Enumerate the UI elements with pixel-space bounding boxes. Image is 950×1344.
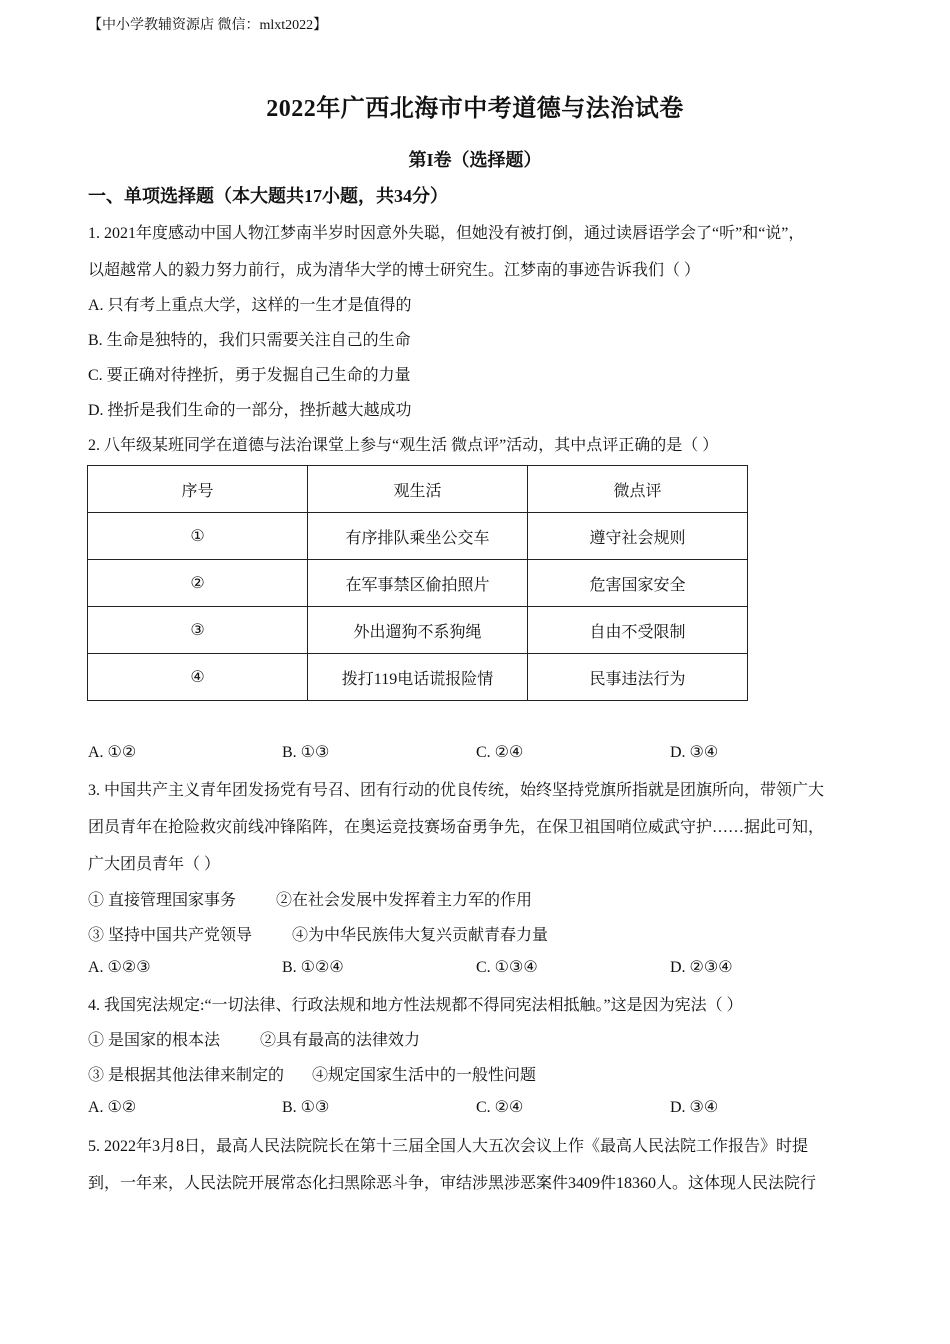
table-cell: 危害国家安全 <box>528 560 748 607</box>
table-cell: 自由不受限制 <box>528 607 748 654</box>
table-cell: 拨打119电话谎报险情 <box>308 654 528 701</box>
q1-option-a: A. 只有考上重点大学，这样的一生才是值得的 <box>88 297 412 314</box>
q3-option-b: B. ①②④ <box>282 959 344 976</box>
q3-option-a: A. ①②③ <box>88 959 151 976</box>
q2-option-c: C. ②④ <box>476 744 524 761</box>
q2-stem: 2. 八年级某班同学在道德与法治课堂上参与“观生活 微点评”活动，其中点评正确的是（ ） <box>88 437 719 454</box>
page-header: 【中小学教辅资源店 微信：mlxt2022】 <box>88 18 328 33</box>
table-row <box>88 513 748 560</box>
table-cell: ① <box>88 513 308 560</box>
table-cell: 有序排队乘坐公交车 <box>308 513 528 560</box>
q1-option-c: C. 要正确对待挫折，勇于发掘自己生命的力量 <box>88 367 411 384</box>
q3-option-d: D. ②③④ <box>670 959 733 976</box>
q4-option-c: C. ②④ <box>476 1099 524 1116</box>
q1-stem-line2: 以超越常人的毅力努力前行，成为清华大学的博士研究生。江梦南的事迹告诉我们（ ） <box>88 262 701 279</box>
table-row <box>88 607 748 654</box>
table-row <box>88 654 748 701</box>
table-cell: ④ <box>88 654 308 701</box>
table-header-cell: 序号 <box>88 466 308 513</box>
table-cell: 在军事禁区偷拍照片 <box>308 560 528 607</box>
q3-statements-line1: ① 直接管理国家事务 ②在社会发展中发挥着主力军的作用 <box>88 892 533 909</box>
table-cell: 遵守社会规则 <box>528 513 748 560</box>
q3-stem-line1: 3. 中国共产主义青年团发扬党有号召、团有行动的优良传统，始终坚持党旗所指就是团旗所向，带领广大 <box>88 782 825 799</box>
table-header-row <box>88 466 748 513</box>
q1-option-d: D. 挫折是我们生命的一部分，挫折越大越成功 <box>88 402 412 419</box>
table-cell: 民事违法行为 <box>528 654 748 701</box>
table-cell: 外出遛狗不系狗绳 <box>308 607 528 654</box>
exam-subtitle: 第I卷（选择题） <box>408 150 542 170</box>
q3-statements-line2: ③ 坚持中国共产党领导 ④为中华民族伟大复兴贡献青春力量 <box>88 927 549 944</box>
table-header-cell: 微点评 <box>528 466 748 513</box>
q3-stem-line3: 广大团员青年（ ） <box>88 856 221 873</box>
table-cell: ③ <box>88 607 308 654</box>
q4-option-b: B. ①③ <box>282 1099 330 1116</box>
q4-option-a: A. ①② <box>88 1099 137 1116</box>
q5-stem-line2: 到，一年来，人民法院开展常态化扫黑除恶斗争，审结涉黑涉恶案件3409件18360人。这体现人民法院行 <box>88 1175 817 1192</box>
q5-stem-line1: 5. 2022年3月8日，最高人民法院院长在第十三届全国人大五次会议上作《最高人民法院工作报告》时提 <box>88 1138 809 1155</box>
q4-stem: 4. 我国宪法规定:“一切法律、行政法规和地方性法规都不得同宪法相抵触。”这是因为宪法（ ） <box>88 997 743 1014</box>
q2-option-d: D. ③④ <box>670 744 719 761</box>
q3-stem-line2: 团员青年在抢险救灾前线冲锋陷阵，在奥运竞技赛场奋勇争先，在保卫祖国哨位威武守护……据此可知， <box>88 819 825 836</box>
table-row <box>88 560 748 607</box>
q4-option-d: D. ③④ <box>670 1099 719 1116</box>
table-header-cell: 观生活 <box>308 466 528 513</box>
q2-option-a: A. ①② <box>88 744 137 761</box>
q2-table <box>87 465 748 701</box>
q1-stem-line1: 1. 2021年度感动中国人物江梦南半岁时因意外失聪，但她没有被打倒，通过读唇语学会了“听”和“说”， <box>88 225 805 242</box>
q1-option-b: B. 生命是独特的，我们只需要关注自己的生命 <box>88 332 411 349</box>
q4-statements-line1: ① 是国家的根本法 ②具有最高的法律效力 <box>88 1032 421 1049</box>
section-heading: 一、单项选择题（本大题共17小题，共34分） <box>88 186 448 206</box>
table-cell: ② <box>88 560 308 607</box>
q4-statements-line2: ③ 是根据其他法律来制定的 ④规定国家生活中的一般性问题 <box>88 1067 537 1084</box>
q3-option-c: C. ①③④ <box>476 959 538 976</box>
q2-option-b: B. ①③ <box>282 744 330 761</box>
exam-title: 2022年广西北海市中考道德与法治试卷 <box>266 96 684 122</box>
